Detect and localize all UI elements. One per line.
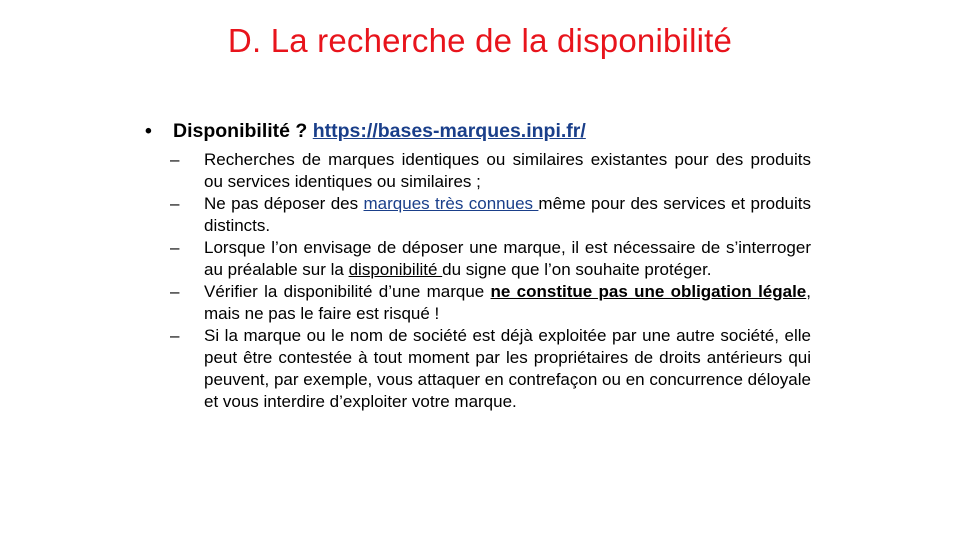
list-item-text bbox=[204, 281, 811, 325]
slide-title: D. La recherche de la disponibilité bbox=[227, 22, 733, 59]
emphasized-phrase: ne constitue pas une obligation légale bbox=[490, 282, 807, 301]
list-item bbox=[170, 193, 811, 237]
main-bullet-text bbox=[173, 118, 586, 144]
inpi-link[interactable]: https://bases-marques.inpi.fr/ bbox=[312, 120, 586, 142]
list-item-text: Recherches de marques identiques ou similaires existantes pour des produits ou services identiques ou similaires ; bbox=[204, 150, 811, 191]
list-item bbox=[170, 237, 811, 281]
main-bullet bbox=[145, 118, 811, 144]
text-segment: du signe que l’on souhaite protéger. bbox=[442, 260, 712, 279]
dash-icon: – bbox=[170, 238, 180, 257]
text-segment: Lorsque l’on envisage de déposer une marque, il est nécessaire de s’interroger au préalable sur la bbox=[204, 238, 811, 279]
list-item-text: Si la marque ou le nom de société est déjà exploitée par une autre société, elle peut être contestée à tout moment par les propriétaires de droits antérieurs qui peuvent, par exemple, vous attaquer en contrefaçon ou en concurrence déloyale et vous interdire d’exploiter votre marque. bbox=[204, 326, 811, 411]
dash-icon: – bbox=[170, 150, 180, 169]
list-item bbox=[170, 281, 811, 325]
list-item bbox=[170, 149, 811, 193]
dash-icon: – bbox=[170, 326, 180, 345]
famous-brands-link[interactable]: marques très connues bbox=[363, 194, 539, 213]
list-item-text bbox=[204, 193, 811, 237]
bullet-dot-icon: • bbox=[145, 120, 152, 142]
list-item-text bbox=[204, 237, 811, 281]
main-bullet-label: Disponibilité ? bbox=[173, 120, 313, 142]
text-segment: même pour des services et produits distincts. bbox=[204, 194, 811, 235]
dash-icon: – bbox=[170, 282, 180, 301]
list-item bbox=[170, 325, 811, 413]
underlined-term: disponibilité bbox=[348, 260, 443, 279]
sub-list bbox=[145, 149, 811, 413]
content-area bbox=[145, 118, 811, 413]
text-segment: Vérifier la disponibilité d’une marque bbox=[204, 282, 491, 301]
text-segment: , mais ne pas le faire est risqué ! bbox=[204, 282, 811, 323]
text-segment: Ne pas déposer des bbox=[204, 194, 364, 213]
dash-icon: – bbox=[170, 194, 180, 213]
